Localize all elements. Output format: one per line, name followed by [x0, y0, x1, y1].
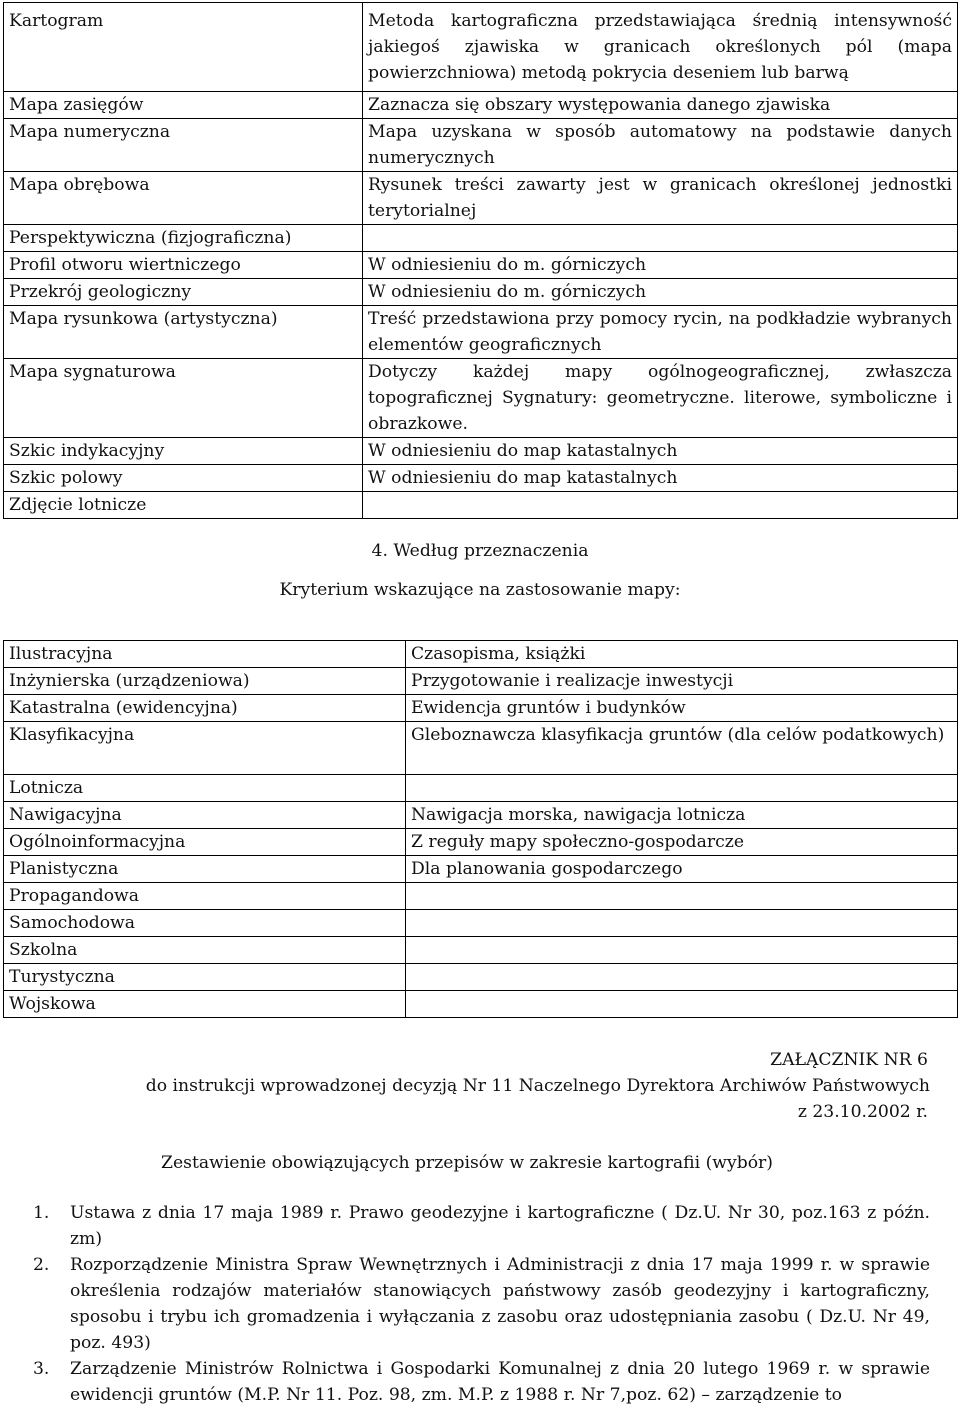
table-row — [4, 306, 958, 359]
table-row — [4, 991, 958, 1018]
list-item-number: 3. — [33, 1359, 50, 1379]
map-type-description: Zaznacza się obszary występowania danego zjawiska — [363, 92, 958, 119]
map-type-description — [363, 492, 958, 519]
purpose-term: Szkolna — [4, 937, 406, 964]
section-subheading: Kryterium wskazujące na zastosowanie mapy: — [279, 580, 681, 600]
table-row — [4, 695, 958, 722]
map-type-term: Mapa numeryczna — [4, 119, 363, 172]
table-row — [4, 910, 958, 937]
map-type-description: Treść przedstawiona przy pomocy rycin, na podkładzie wybranych elementów geograficznych — [363, 306, 958, 359]
purpose-table — [3, 640, 958, 1018]
purpose-description: Czasopisma, książki — [406, 641, 958, 668]
map-type-term: Zdjęcie lotnicze — [4, 492, 363, 519]
table-row — [4, 279, 958, 306]
map-type-description: Mapa uzyskana w sposób automatowy na podstawie danych numerycznych — [363, 119, 958, 172]
map-type-description: W odniesieniu do map katastalnych — [363, 465, 958, 492]
purpose-term: Samochodowa — [4, 910, 406, 937]
map-type-term: Mapa rysunkowa (artystyczna) — [4, 306, 363, 359]
table-row — [4, 641, 958, 668]
map-type-description: W odniesieniu do m. górniczych — [363, 252, 958, 279]
map-type-term: Profil otworu wiertniczego — [4, 252, 363, 279]
purpose-description: Z reguły mapy społeczno-gospodarcze — [406, 829, 958, 856]
list-item-number: 2. — [33, 1255, 50, 1275]
purpose-description: Nawigacja morska, nawigacja lotnicza — [406, 802, 958, 829]
map-type-term: Mapa sygnaturowa — [4, 359, 363, 438]
purpose-description: Ewidencja gruntów i budynków — [406, 695, 958, 722]
annex-reference: do instrukcji wprowadzonej decyzją Nr 11 Naczelnego Dyrektora Archiwów Państwowych — [145, 1076, 930, 1096]
map-type-term: Szkic indykacyjny — [4, 438, 363, 465]
table-row — [4, 668, 958, 695]
table-row — [4, 492, 958, 519]
table-row — [4, 172, 958, 225]
list-item — [33, 1200, 930, 1252]
annex-title: ZAŁĄCZNIK NR 6 — [770, 1050, 928, 1070]
map-type-term: Kartogram — [4, 3, 363, 92]
table-row — [4, 359, 958, 438]
map-type-description: W odniesieniu do map katastalnych — [363, 438, 958, 465]
table-row — [4, 92, 958, 119]
map-type-description: W odniesieniu do m. górniczych — [363, 279, 958, 306]
map-type-term: Przekrój geologiczny — [4, 279, 363, 306]
purpose-description — [406, 991, 958, 1018]
purpose-term: Katastralna (ewidencyjna) — [4, 695, 406, 722]
purpose-description: Dla planowania gospodarczego — [406, 856, 958, 883]
purpose-term: Planistyczna — [4, 856, 406, 883]
purpose-description — [406, 883, 958, 910]
annex-date: z 23.10.2002 r. — [797, 1102, 928, 1122]
purpose-term: Lotnicza — [4, 775, 406, 802]
table-row — [4, 802, 958, 829]
table-row — [4, 722, 958, 775]
map-type-term: Perspektywiczna (fizjograficzna) — [4, 225, 363, 252]
table-row — [4, 465, 958, 492]
table-row — [4, 438, 958, 465]
regulations-list-title: Zestawienie obowiązujących przepisów w zakresie kartografii (wybór) — [161, 1153, 773, 1173]
list-item-text: Ustawa z dnia 17 maja 1989 r. Prawo geodezyjne i kartograficzne ( Dz.U. Nr 30, poz.163 z późn. zm) — [70, 1203, 930, 1249]
purpose-term: Nawigacyjna — [4, 802, 406, 829]
purpose-term: Ilustracyjna — [4, 641, 406, 668]
purpose-term: Wojskowa — [4, 991, 406, 1018]
section-heading: 4. Według przeznaczenia — [371, 541, 589, 561]
map-type-description: Dotyczy każdej mapy ogólnogeograficznej, zwłaszcza topograficznej Sygnatury: geometryczne. literowe, symboliczne i obrazkowe. — [363, 359, 958, 438]
purpose-term: Ogólnoinformacyjna — [4, 829, 406, 856]
purpose-description: Gleboznawcza klasyfikacja gruntów (dla celów podatkowych) — [406, 722, 958, 775]
map-type-description: Metoda kartograficzna przedstawiająca średnią intensywność jakiegoś zjawiska w granicach określonych pól (mapa powierzchniowa) metodą pokrycia deseniem lub barwą — [363, 3, 958, 92]
table-row — [4, 3, 958, 92]
table-row — [4, 883, 958, 910]
regulations-list — [33, 1200, 930, 1408]
purpose-term: Turystyczna — [4, 964, 406, 991]
purpose-description — [406, 937, 958, 964]
purpose-description: Przygotowanie i realizacje inwestycji — [406, 668, 958, 695]
map-type-term: Mapa obrębowa — [4, 172, 363, 225]
purpose-term: Propagandowa — [4, 883, 406, 910]
table-row — [4, 964, 958, 991]
map-types-table — [3, 2, 958, 519]
table-row — [4, 252, 958, 279]
map-type-description: Rysunek treści zawarty jest w granicach określonej jednostki terytorialnej — [363, 172, 958, 225]
list-item-text: Zarządzenie Ministrów Rolnictwa i Gospodarki Komunalnej z dnia 20 lutego 1969 r. w sprawie ewidencji gruntów (M.P. Nr 11. Poz. 98, zm. M.P. z 1988 r. Nr 7,poz. 62) – zarządzenie to — [70, 1359, 930, 1405]
list-item — [33, 1356, 930, 1408]
purpose-description — [406, 964, 958, 991]
map-type-description — [363, 225, 958, 252]
table-row — [4, 119, 958, 172]
list-item-number: 1. — [33, 1203, 50, 1223]
list-item-text: Rozporządzenie Ministra Spraw Wewnętrznych i Administracji z dnia 17 maja 1999 r. w sprawie określenia rodzajów materiałów stanowiących państwowy zasób geodezyjny i kartograficzny, sposobu i trybu ich gromadzenia i wyłączania z zasobu oraz udostępniania zasobu ( Dz.U. Nr 49, poz. 493) — [70, 1255, 930, 1353]
table-row — [4, 829, 958, 856]
purpose-term: Inżynierska (urządzeniowa) — [4, 668, 406, 695]
table-row — [4, 775, 958, 802]
purpose-description — [406, 775, 958, 802]
table-row — [4, 225, 958, 252]
table-row — [4, 856, 958, 883]
purpose-description — [406, 910, 958, 937]
map-type-term: Szkic polowy — [4, 465, 363, 492]
list-item — [33, 1252, 930, 1356]
table-row — [4, 937, 958, 964]
map-type-term: Mapa zasięgów — [4, 92, 363, 119]
purpose-term: Klasyfikacyjna — [4, 722, 406, 775]
